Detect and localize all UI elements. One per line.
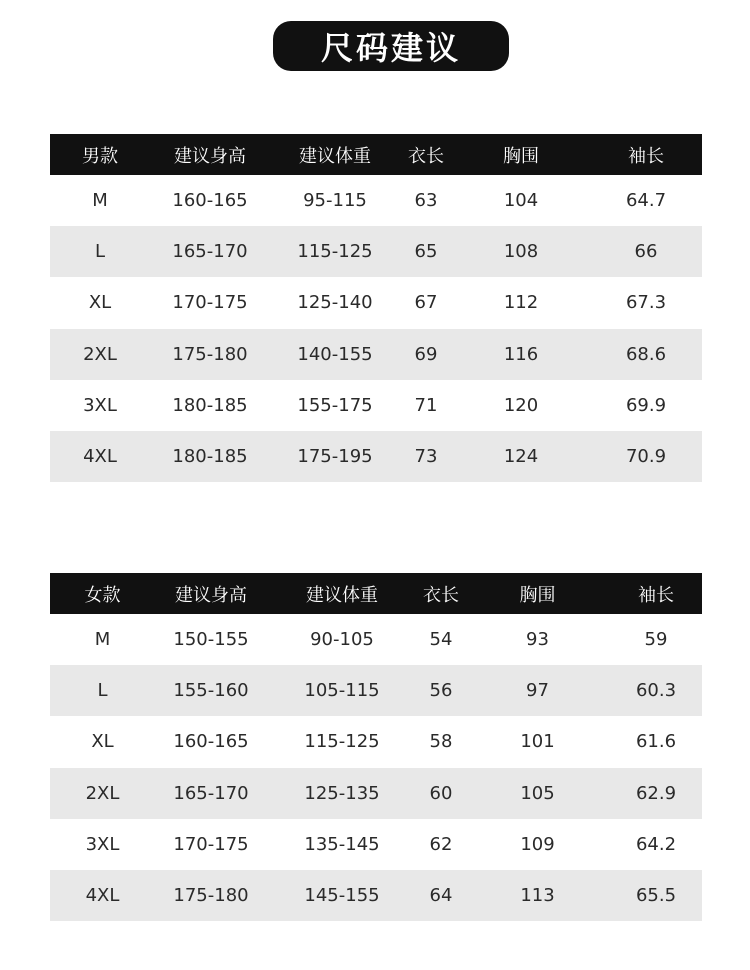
table-row bbox=[50, 665, 702, 716]
length-cell: 73 bbox=[414, 446, 438, 468]
table-row bbox=[50, 768, 702, 819]
header-sleeve: 袖长 bbox=[638, 584, 674, 606]
header-length: 衣长 bbox=[423, 584, 459, 606]
height-cell: 170-175 bbox=[172, 292, 248, 314]
sleeve-cell: 64.7 bbox=[625, 190, 667, 212]
women-table-header bbox=[50, 573, 702, 614]
chest-cell: 105 bbox=[520, 782, 555, 804]
weight-cell: 140-155 bbox=[297, 343, 373, 365]
header-gender: 男款 bbox=[82, 145, 118, 167]
sleeve-cell: 60.3 bbox=[635, 680, 677, 702]
chest-cell: 120 bbox=[503, 394, 539, 416]
header-weight: 建议体重 bbox=[299, 145, 371, 167]
height-cell: 160-165 bbox=[172, 190, 248, 212]
size-cell: L bbox=[97, 680, 108, 702]
sleeve-cell: 62.9 bbox=[635, 782, 677, 804]
chest-cell: 108 bbox=[503, 241, 539, 263]
height-cell: 165-170 bbox=[173, 782, 249, 804]
men-table-header bbox=[50, 134, 702, 175]
header-chest: 胸围 bbox=[503, 145, 539, 167]
men-size-table bbox=[50, 134, 702, 482]
table-row bbox=[50, 614, 702, 665]
header-gender: 女款 bbox=[84, 584, 121, 606]
table-row bbox=[50, 175, 702, 226]
size-cell: 3XL bbox=[83, 394, 117, 416]
length-cell: 58 bbox=[429, 731, 453, 753]
sleeve-cell: 64.2 bbox=[635, 833, 677, 855]
sleeve-cell: 70.9 bbox=[625, 446, 667, 468]
weight-cell: 90-105 bbox=[310, 629, 374, 651]
sleeve-cell: 68.6 bbox=[625, 343, 667, 365]
sleeve-cell: 65.5 bbox=[635, 885, 677, 907]
size-cell: 3XL bbox=[85, 833, 120, 855]
weight-cell: 155-175 bbox=[297, 394, 373, 416]
header-height: 建议身高 bbox=[175, 584, 247, 606]
header-length: 衣长 bbox=[408, 145, 444, 167]
men-table-body bbox=[50, 175, 702, 482]
chest-cell: 113 bbox=[520, 885, 555, 907]
header-sleeve: 袖长 bbox=[628, 145, 664, 167]
table-row bbox=[50, 431, 702, 482]
length-cell: 71 bbox=[414, 394, 438, 416]
header-weight: 建议体重 bbox=[306, 584, 378, 606]
table-row bbox=[50, 226, 702, 277]
header-height: 建议身高 bbox=[174, 145, 246, 167]
sleeve-cell: 61.6 bbox=[635, 731, 677, 753]
height-cell: 160-165 bbox=[173, 731, 249, 753]
chest-cell: 109 bbox=[520, 833, 555, 855]
table-row bbox=[50, 380, 702, 431]
table-row bbox=[50, 819, 702, 870]
size-cell: 2XL bbox=[85, 782, 120, 804]
height-cell: 175-180 bbox=[172, 343, 248, 365]
size-cell: XL bbox=[88, 292, 112, 314]
size-cell: L bbox=[94, 241, 106, 263]
weight-cell: 95-115 bbox=[303, 190, 367, 212]
weight-cell: 125-140 bbox=[297, 292, 373, 314]
length-cell: 62 bbox=[429, 833, 453, 855]
chest-cell: 101 bbox=[520, 731, 555, 753]
sleeve-cell: 66 bbox=[634, 241, 658, 263]
length-cell: 64 bbox=[429, 885, 453, 907]
women-table-body bbox=[50, 614, 702, 921]
chest-cell: 104 bbox=[503, 190, 539, 212]
weight-cell: 115-125 bbox=[304, 731, 380, 753]
length-cell: 56 bbox=[429, 680, 453, 702]
size-cell: 4XL bbox=[85, 885, 120, 907]
height-cell: 155-160 bbox=[173, 680, 249, 702]
women-size-table bbox=[50, 573, 702, 921]
sleeve-cell: 69.9 bbox=[625, 394, 667, 416]
sleeve-cell: 59 bbox=[644, 629, 668, 651]
height-cell: 150-155 bbox=[173, 629, 249, 651]
size-cell: 4XL bbox=[83, 446, 117, 468]
sleeve-cell: 67.3 bbox=[625, 292, 667, 314]
size-cell: XL bbox=[91, 731, 114, 753]
table-row bbox=[50, 716, 702, 767]
table-row bbox=[50, 329, 702, 380]
length-cell: 65 bbox=[414, 241, 438, 263]
page-title: 尺码建议 bbox=[273, 21, 509, 71]
weight-cell: 135-145 bbox=[304, 833, 380, 855]
length-cell: 60 bbox=[429, 782, 453, 804]
size-cell: M bbox=[94, 629, 111, 651]
table-row bbox=[50, 870, 702, 921]
chest-cell: 93 bbox=[526, 629, 549, 651]
chest-cell: 112 bbox=[503, 292, 539, 314]
weight-cell: 145-155 bbox=[304, 885, 380, 907]
chest-cell: 116 bbox=[503, 343, 539, 365]
header-chest: 胸围 bbox=[519, 584, 556, 606]
size-cell: 2XL bbox=[83, 343, 117, 365]
height-cell: 165-170 bbox=[172, 241, 248, 263]
length-cell: 54 bbox=[429, 629, 453, 651]
length-cell: 69 bbox=[414, 343, 438, 365]
height-cell: 180-185 bbox=[172, 394, 248, 416]
weight-cell: 105-115 bbox=[304, 680, 380, 702]
chest-cell: 97 bbox=[526, 680, 549, 702]
table-row bbox=[50, 277, 702, 328]
height-cell: 170-175 bbox=[173, 833, 249, 855]
height-cell: 175-180 bbox=[173, 885, 249, 907]
weight-cell: 175-195 bbox=[297, 446, 373, 468]
weight-cell: 125-135 bbox=[304, 782, 380, 804]
size-cell: M bbox=[92, 190, 108, 212]
length-cell: 63 bbox=[414, 190, 438, 212]
chest-cell: 124 bbox=[503, 446, 539, 468]
length-cell: 67 bbox=[414, 292, 438, 314]
height-cell: 180-185 bbox=[172, 446, 248, 468]
weight-cell: 115-125 bbox=[297, 241, 373, 263]
